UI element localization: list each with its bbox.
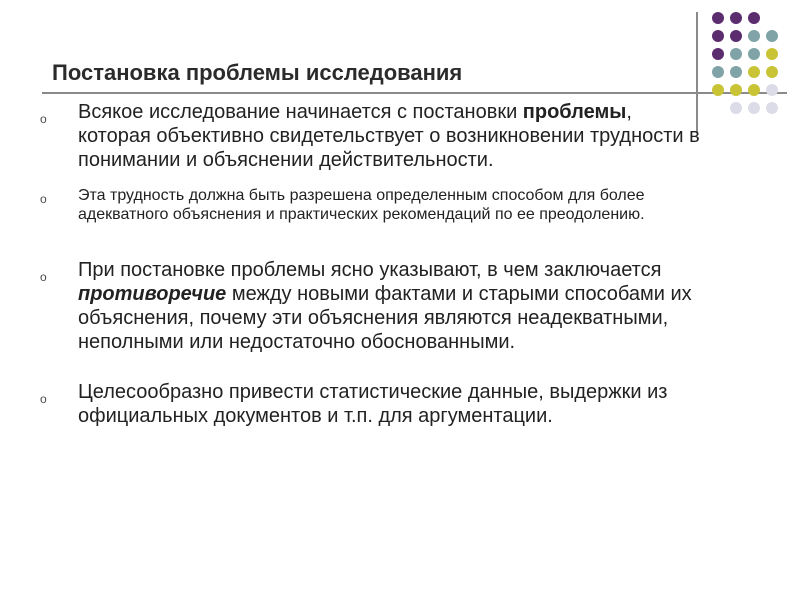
- decor-dot: [712, 84, 724, 96]
- bullet-text: между новыми фактами и старыми способами их объяснения, почему эти объяснения являются неадекватными, неполными или недостаточно обоснованными.: [78, 283, 692, 353]
- decor-dot: [748, 30, 760, 42]
- decor-dot: [748, 12, 760, 24]
- bullet-text: Целесообразно привести статистические данные, выдержки из официальных документов и т.п. для аргументации.: [78, 381, 668, 427]
- decor-dot: [766, 66, 778, 78]
- bullet-marker: o: [40, 192, 47, 206]
- decor-dot: [766, 84, 778, 96]
- bullet-emphasis: противоречие: [78, 283, 227, 305]
- decor-dot: [712, 66, 724, 78]
- decor-dot: [748, 84, 760, 96]
- decor-dot: [748, 66, 760, 78]
- decor-dot-grid: [712, 12, 778, 114]
- decor-dot: [766, 102, 778, 114]
- decor-dot: [766, 12, 778, 24]
- decor-dot: [730, 30, 742, 42]
- decor-dot: [730, 48, 742, 60]
- decor-dot: [748, 48, 760, 60]
- decor-dot: [712, 102, 724, 114]
- bullet-text: При постановке проблемы ясно указывают, в чем заключается: [78, 259, 662, 281]
- bullet-text: Эта трудность должна быть разрешена определенным способом для более адекватного объяснения и практических рекомендаций по ее преодолению.: [78, 187, 645, 223]
- decor-horizontal-line: [42, 92, 787, 94]
- decor-dot: [766, 30, 778, 42]
- bullet-list: [40, 100, 700, 428]
- bullet-item: [40, 380, 700, 428]
- bullet-item: [40, 186, 700, 224]
- decor-dot: [712, 12, 724, 24]
- decor-dot: [730, 12, 742, 24]
- bullet-item: [40, 258, 700, 354]
- decor-dot: [730, 84, 742, 96]
- decor-dot: [766, 48, 778, 60]
- decor-dot: [712, 30, 724, 42]
- decor-dot: [712, 48, 724, 60]
- bullet-emphasis: проблемы: [522, 101, 627, 123]
- decor-dot: [730, 66, 742, 78]
- bullet-text: , которая объективно свидетельствует о возникновении трудности в понимании и объяснении действительности.: [78, 101, 700, 171]
- bullet-item: [40, 100, 700, 172]
- bullet-marker: o: [40, 112, 47, 126]
- bullet-marker: o: [40, 392, 47, 406]
- decor-dot: [730, 102, 742, 114]
- slide-title: Постановка проблемы исследования: [52, 60, 463, 85]
- bullet-marker: o: [40, 270, 47, 284]
- decor-dot: [748, 102, 760, 114]
- bullet-text: Всякое исследование начинается с постановки: [78, 101, 523, 123]
